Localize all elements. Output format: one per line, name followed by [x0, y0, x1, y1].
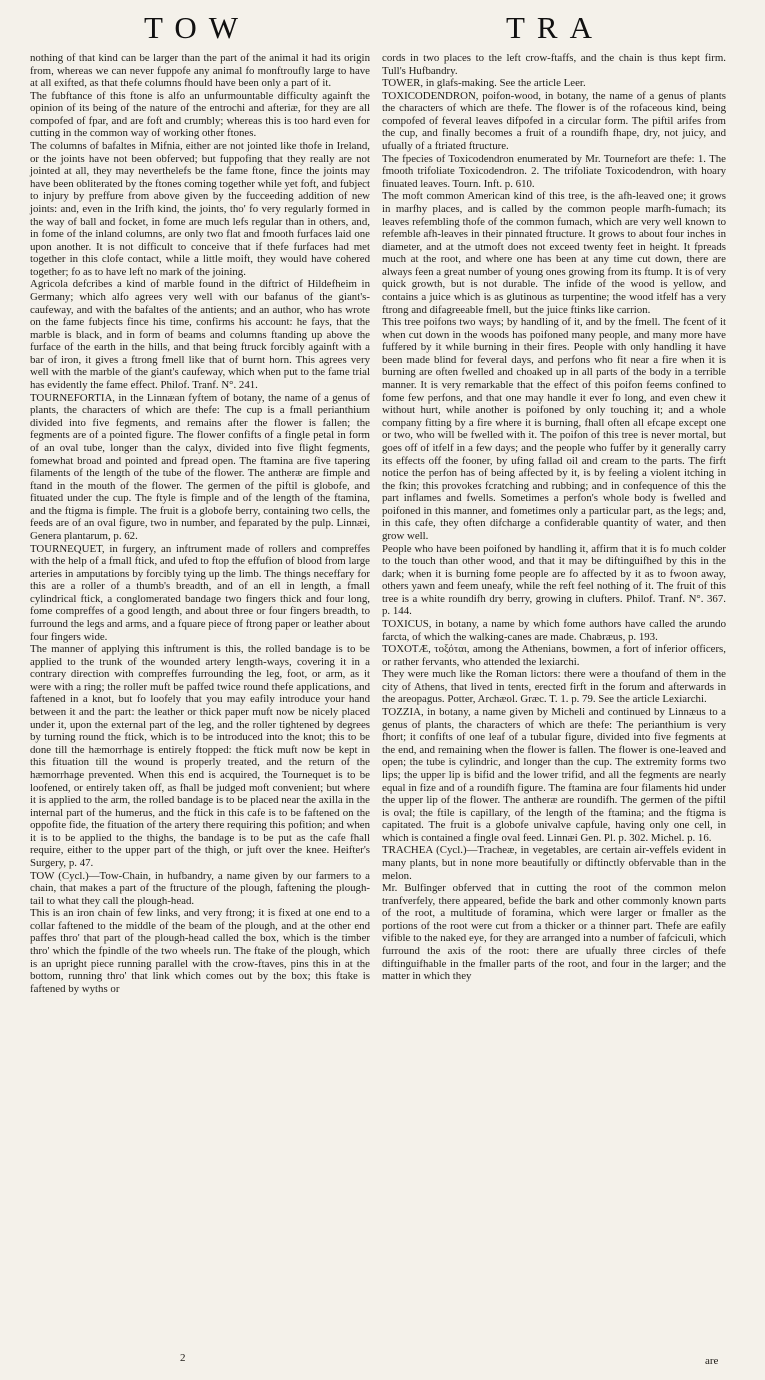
entry-toxicodendron: TOXICODENDRON, poifon-wood, in botany, the name of a genus of plants the characters of which are thefe. The flower is of the rofaceous kind, being compofed of feveral leaves difpofed in a circular form. The piftil arifes from the cup, and finally becomes a fruit of a roundifh fhape, dry, not juicy, and ufually of a ftriated ftructure.	[382, 89, 726, 153]
paragraph: cords in two places to the left crow-ftaffs, and the chain is thus kept firm. Tull's Hufbandry.	[382, 52, 726, 77]
paragraph: The moft common American kind of this tree, is the afh-leaved one; it grows in marfhy places, and is called by the common people marfh-fumach; its leaves refembling thofe of the common fumach, which are very well known to refemble afh-leaves in their pinnated ftructure. It grows to about four inches in diameter, and at the utmoft does not exceed twenty feet in height. It fpreads much at the root, and where one has been at any time cut down, there are always feen a great number of young ones growing from its ftump. It is of very quick growth, but is not durable. The infide of the wood is yellow, and contains a juice which is as glutinous as turpentine; the wood itfelf has a very ftrong and difagreeable fmell, but the juice ftinks like carrion.	[382, 190, 726, 316]
entry-trachea: TRACHEA (Cycl.)—Tracheæ, in vegetables, are certain air-veffels evident in many plants, but in none more beautifully or diftinctly obfervable than in the melon.	[382, 844, 726, 882]
entry-tow: TOW (Cycl.)—Tow-Chain, in hufbandry, a name given by our farmers to a chain, that makes a part of the ftructure of the plough, faftening the plough-tail to what they call the plough-head.	[30, 869, 370, 907]
signature-mark: 2	[180, 1352, 186, 1364]
page-header	[0, 10, 765, 44]
paragraph: This is an iron chain of few links, and very ftrong; it is fixed at one end to a collar faftened to the middle of the beam of the plough, and at the other end paffes thro' that part of the plough-head called the box, which is the timber thro' which the fpindle of the two wheels run. The ftake of the plough, which is an upright piece running parallel with the crow-ftaves, pins this in at the bottom, running thro' that link which comes out by the box; this ftake is faftened by wyths or	[30, 907, 370, 995]
paragraph: Agricola defcribes a kind of marble found in the diftrict of Hildefheim in Germany; which alfo agrees very well with our bafanus of the giant's-caufeway, and with the bafaltes of the antients; and an author, who has wrote on the fame fubjects fince his time, confirms his account: he fays, that the marble is black, and in form of beams and columns ftanding up above the furface of the earth in the hills, and that being ftruck forcibly againft with a bar of iron, it gives a ftrong fmell like that of burnt horn. This agrees very well with the marble of the giant's caufeway, which when put to the fame trial has evidently the fame effect. Philof. Tranf. N°. 241.	[30, 278, 370, 392]
paragraph: nothing of that kind can be larger than the part of the animal it had its origin from, whereas we can never fuppofe any animal fo monftroufly large to have at all exifted, as that thefe columns fhould have been only a part of it.	[30, 52, 370, 90]
catchword: are	[705, 1355, 719, 1367]
left-column	[30, 52, 370, 995]
paragraph: They were much like the Roman lictors: there were a thoufand of them in the city of Athens, that lived in tents, erected firft in the forum and afterwards in the areopagus. Potter, Archæol. Græc. T. 1. p. 79. See the article Lexiarchi.	[382, 668, 726, 706]
running-head-right: TRA	[506, 10, 604, 45]
paragraph: This tree poifons two ways; by handling of it, and by the fmell. The fcent of it when cut down in the woods has poifoned many people, and many more have fuffered by it while burning in their fires. People with only handling it have been made blind for feveral days, and perfons who fit near a fire when it is burning are often fwelled and choaked up in all parts of the body in a terrible manner. It is very remarkable that the effect of this poifon feems confined to fome few perfons, and that one may handle it ever fo long, and even chew it without hurt, while another is poifoned by only touching it; and a whole company fitting by a fire where it is burning, fhall often all efcape except one or two, who will be fwelled with it. The poifon of this tree is never mortal, but goes off of itfelf in a few days; and the people who fuffer by it generally carry its effects off the fooner, by ufing fallad oil and cream to the parts. The firft notice the perfon has of being affected by it, is by feeling a violent itching in the fkin; this provokes fcratching and rubbing; and in confequence of this the part inflames and fwells. Sometimes a perfon's whole body is fwelled and poifoned in this manner, and fometimes only a particular part, as the legs; and, in this cafe, they often difcharge a confiderable quantity of water, and then grow well.	[382, 316, 726, 542]
paragraph: The fubftance of this ftone is alfo an unfurmountable difficulty againft the opinion of its being of the nature of the entrochi and afteriæ, for they are all compofed of fpar, and are foft and crumbly; whereas this is too hard even for cutting in the common way of working other ftones.	[30, 89, 370, 140]
paragraph: People who have been poifoned by handling it, affirm that it is fo much colder to the touch than other wood, and that it may be diftinguifhed by this in the dark; when it is burning fome people are fo affected by it as to fwoon away, others yawn and feem uneafy, while the reft feel nothing of it. The fruit of this tree is a white roundifh dry berry, growing in clufters. Philof. Tranf. N°. 367. p. 144.	[382, 542, 726, 618]
entry-tozzia: TOZZIA, in botany, a name given by Micheli and continued by Linnæus to a genus of plants, the characters of which are thefe: The perianthium is very fhort; it confifts of one leaf of a tubular figure, divided into five fegments at the end, and remaining when the flower is fallen. The flower is one-leaved and open; the tube is cylindric, and longer than the cup. The extremity forms two lips; the upper lip is bifid and the lower trifid, and all the fegments are nearly equal in fize and of a roundifh figure. The ftamina are four filaments hid under the upper lip of the flower. The antheræ are roundifh. The germen of the piftil is oval; the ftile is capillary, of the length of the ftamina; and the ftigma is capitated. The fruit is a globofe univalve capfule, having only one cell, in which is contained a fingle oval feed. Linnæi Gen. Pl. p. 302. Michel. p. 16.	[382, 706, 726, 844]
entry-tower: TOWER, in glafs-making. See the article Leer.	[382, 77, 586, 90]
running-head-left: TOW	[144, 10, 251, 45]
entry-toxotae: TOXOTÆ, τοξόται, among the Athenians, bowmen, a fort of inferior officers, or rather fervants, who attended the lexiarchi.	[382, 643, 726, 668]
paragraph: Mr. Bulfinger obferved that in cutting the root of the common melon tranfverfely, there appeared, befide the bark and other commonly known parts of the root, a multitude of foramina, which were larger or fmaller as the portions of the root were cut from a thicker or a thinner part. Thefe are eafily vifible to the naked eye, for they are arranged into a number of fafciculi, which furround the axis of the root: there are ufually three circles of thefe diftinguifhable in the fmaller parts of the root, and four in the larger; and the matter in which they	[382, 882, 726, 983]
paragraph: The manner of applying this inftrument is this, the rolled bandage is to be applied to the trunk of the wounded artery length-ways, covering it in a contrary direction with compreffes furrounding the leg, foot, or arm, as it were with a ring; the roller muft be paffed twice round thefe applications, and faftened in a knot, but fo loofely that you may eafily introduce your hand between it and the part: the leather or thick paper muft now be nicely placed under it, upon the external part of the leg, and the roller tightened by degrees by turning round the ftick, which is to be introduced into the knot; this to be done till the hæmorrhage is entirely ftopped: the ftick muft now be kept in this fituation till the wound is properly treated, and the return of the hæmorrhage prevented. When this end is acquired, the Tournequet is to be loofened, or entirely taken off, as fhall be judged moft convenient; but where it is applied to the arm, the rolled bandage is to be placed near the axilla in the internal part of the humerus, and the ftick in this cafe is to be faftened on the oppofite fide, the fituation of the artery there requiring this pofition; and when it is to be applied to the thighs, the bandage is to be put as the cafe fhall require, either to the upper part of the thigh, or juft over the knee. Heifter's Surgery, p. 47.	[30, 643, 370, 869]
paragraph: The fpecies of Toxicodendron enumerated by Mr. Tournefort are thefe: 1. The fmooth trifoliate Toxicodendron. 2. The trifoliate Toxicodendron, with hoary finuated leaves. Tourn. Inft. p. 610.	[382, 152, 726, 190]
paragraph: The columns of bafaltes in Mifnia, either are not jointed like thofe in Ireland, or the joints have not been obferved; but fuppofing that they really are not jointed at all, they may neverthelefs be the fame ftone, fince the joints may have been obliterated by the ftones coming together while yet foft, and fubject to injury by preffure from above given by the fucceeding addition of new joints: and, even in the Irifh kind, the joints, tho' fo very regularly formed in the way of ball and focket, in fome are much lefs regular than in others, and, in fome of the inland columns, are only two flat and fmooth furfaces laid one upon another. It is not difficult to conceive that if thefe furfaces had met together in this clofe contact, while a little moift, they would have cohered together; fo as to have left no mark of the joining.	[30, 140, 370, 278]
entry-tournequet: TOURNEQUET, in furgery, an inftrument made of rollers and compreffes with the help of a fmall ftick, and ufed to ftop the effufion of blood from large arteries in amputations by forcibly tying up the limb. The things neceffary for this are a roller of a thumb's breadth, and of an ell in length, a fmall cylindrical ftick, a conglomerated bandage two fingers thick and four long, fome compreffes of a good length, and about three or four fingers breadth, to furround the legs and arms, and a fquare piece of ftrong paper or leather about four fingers wide.	[30, 542, 370, 643]
entry-tournefortia: TOURNEFORTIA, in the Linnæan fyftem of botany, the name of a genus of plants, the characters of which are thefe: The cup is a fmall perianthium divided into five fegments, and remains after the flower is fallen; the fegments are of a pointed figure. The flower confifts of a fingle petal in form of an oval tube, longer than the calyx, divided into five flight fegments, fomewhat broad and pointed and fpread open. The ftamina are five tapering filaments of the length of the tube of the flower. The antheræ are fimple and ftand in the mouth of the flower. The germen of the piftil is globofe, and fituated under the cup. The ftyle is fimple and of the length of the ftamina, and the ftigma is fimple. The fruit is a globofe berry, containing two cells, the feeds are of an oval figure, two in number, and feparated by the pulp. Linnæi, Genera plantarum, p. 62.	[30, 391, 370, 542]
entry-toxicus: TOXICUS, in botany, a name by which fome authors have called the arundo farcta, of which the walking-canes are made. Chabræus, p. 193.	[382, 618, 726, 643]
right-column	[382, 52, 726, 983]
